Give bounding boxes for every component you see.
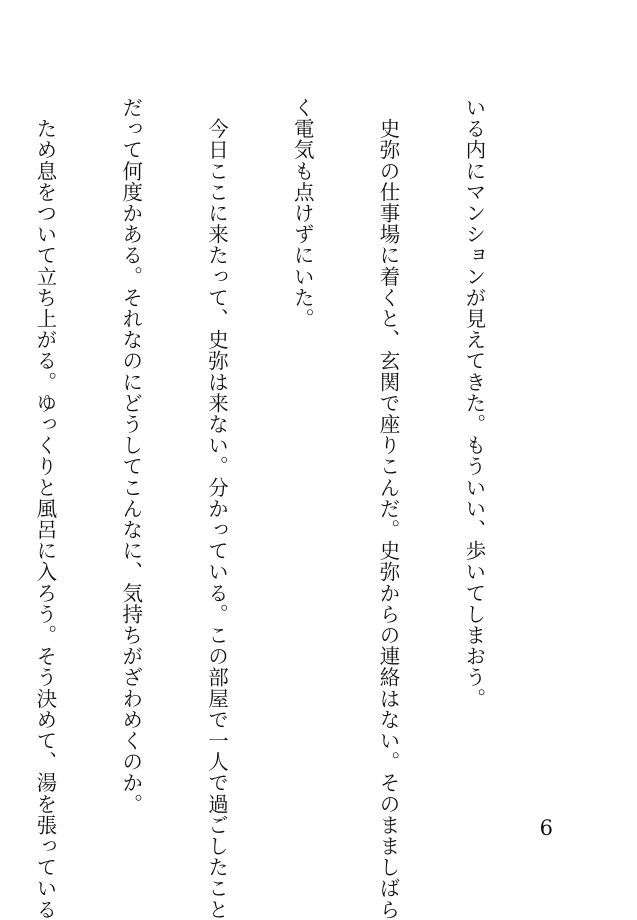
text-line-1: いる内にマンションが見えてきた。もういい、歩いてしまおう。 bbox=[461, 97, 486, 709]
page-number: 6 bbox=[539, 816, 553, 840]
text-line-6: ため息をついて立ち上がる。ゆっくりと風呂に入ろう。そう決めて、湯を張っている bbox=[32, 97, 57, 920]
text-line-5: だって何度かある。それなのにどうしてこんなに、気持ちがざわめくのか。 bbox=[118, 97, 143, 815]
vertical-text-body bbox=[32, 97, 545, 920]
text-line-4: 今日ここに来たって、史弥は来ない。分かっている。この部屋で一人で過ごしたこと bbox=[204, 97, 229, 920]
text-line-2: 史弥の仕事場に着くと、玄関で座りこんだ。史弥からの連絡はない。そのまましばら bbox=[376, 97, 401, 920]
text-line-3: く電気も点けずにいた。 bbox=[290, 97, 315, 330]
